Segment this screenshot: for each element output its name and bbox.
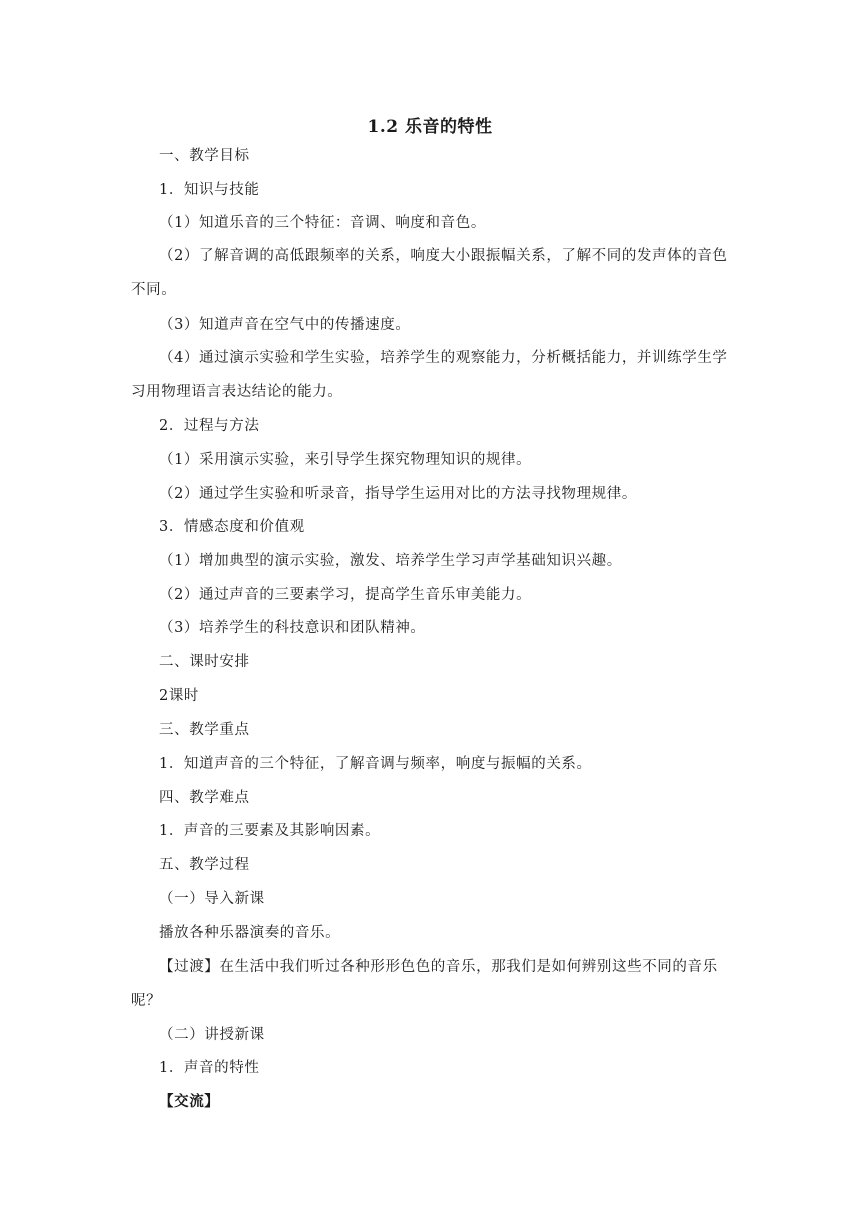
paragraph-line: （1）采用演示实验，来引导学生探究物理知识的规律。 [159, 452, 532, 468]
paragraph-line: 2课时 [159, 688, 200, 704]
paragraph-line: （3）培养学生的科技意识和团队精神。 [159, 620, 426, 636]
section-heading: 二、课时安排 [159, 654, 250, 670]
subsection-heading: 2．过程与方法 [159, 418, 260, 434]
paragraph-line: 呢？ [131, 993, 162, 1009]
paragraph-line: （2）了解音调的高低跟频率的关系，响度大小跟振幅关系，了解不同的发声体的音色 [159, 248, 728, 264]
paragraph-line: 1．知道声音的三个特征，了解音调与频率，响度与振幅的关系。 [159, 756, 592, 772]
bracket-label: 【交流】 [159, 1093, 220, 1110]
paragraph-line: 【过渡】在生活中我们听过各种形形色色的音乐，那我们是如何辨别这些不同的音乐 [159, 959, 718, 975]
page-title: 1.2 乐音的特性 [367, 117, 493, 137]
paragraph-line: 不同。 [131, 282, 177, 298]
section-heading: 三、教学重点 [159, 722, 250, 738]
section-heading: 一、教学目标 [159, 148, 250, 164]
paragraph-line: 习用物理语言表达结论的能力。 [131, 384, 343, 400]
paragraph-line: （1）知道乐音的三个特征：音调、响度和音色。 [159, 215, 486, 231]
section-heading: 四、教学难点 [159, 790, 250, 806]
paragraph-line: （2）通过声音的三要素学习，提高学生音乐审美能力。 [159, 587, 532, 603]
paragraph-line: 1．声音的三要素及其影响因素。 [159, 823, 381, 839]
section-heading: 五、教学过程 [159, 857, 250, 873]
subsection-heading: 1．知识与技能 [159, 182, 260, 198]
subsection-heading: （二）讲授新课 [159, 1027, 265, 1043]
subsection-heading: （一）导入新课 [159, 891, 265, 907]
paragraph-line: （4）通过演示实验和学生实验，培养学生的观察能力，分析概括能力，并训练学生学 [159, 350, 728, 366]
subsection-heading: 3．情感态度和价值观 [159, 519, 305, 535]
paragraph-line: 播放各种乐器演奏的音乐。 [159, 925, 341, 941]
paragraph-line: （2）通过学生实验和听录音，指导学生运用对比的方法寻找物理规律。 [159, 486, 637, 502]
paragraph-line: （3）知道声音在空气中的传播速度。 [159, 317, 411, 333]
paragraph-line: （1）增加典型的演示实验，激发、培养学生学习声学基础知识兴趣。 [159, 553, 622, 569]
subsection-heading: 1．声音的特性 [159, 1060, 260, 1076]
